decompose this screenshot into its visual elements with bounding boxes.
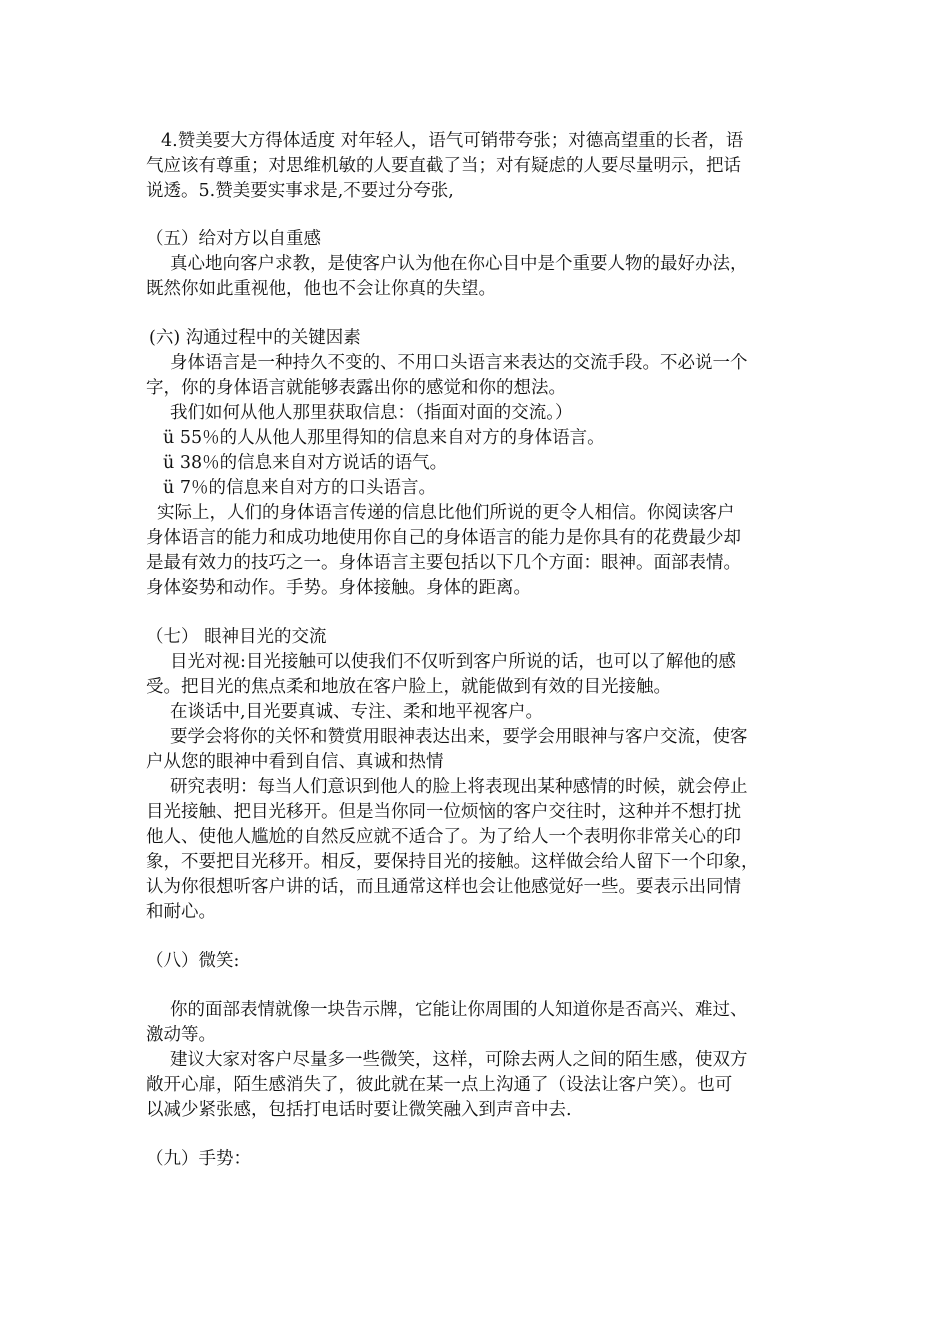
text-line: 要学会将你的关怀和赞赏用眼神表达出来，要学会用眼神与客户交流，使客: [170, 727, 748, 747]
section-heading: （五）给对方以自重感: [146, 229, 321, 249]
text-line: 在谈话中,目光要真诚、专注、柔和地平视客户。: [170, 702, 544, 722]
text-line: 激动等。: [146, 1025, 216, 1045]
text-line: 我们如何从他人那里获取信息：（指面对面的交流。）: [170, 403, 573, 423]
text-line: 敞开心扉，陌生感消失了，彼此就在某一点上沟通了（设法让客户笑）。也可: [146, 1075, 733, 1095]
text-line: 户从您的眼神中看到自信、真诚和热情: [146, 752, 444, 772]
text-line: 字，你的身体语言就能够表露出你的感觉和你的想法。: [146, 378, 566, 398]
text-line: 4.赞美要大方得体适度 对年轻人，语气可销带夸张；对德高望重的长者，语: [161, 131, 744, 151]
text-line: 你的面部表情就像一块告示牌，它能让你周围的人知道你是否高兴、难过、: [170, 1000, 748, 1020]
text-line: 实际上，人们的身体语言传递的信息比他们所说的更令人相信。你阅读客户: [157, 503, 735, 523]
section-heading: （九）手势：: [146, 1149, 251, 1169]
text-line: 身体姿势和动作。手势。身体接触。身体的距离。: [146, 578, 531, 598]
bullet-item: ü 7％的信息来自对方的口头语言。: [163, 478, 436, 498]
text-line: 他人、使他人尴尬的自然反应就不适合了。为了给人一个表明你非常关心的印: [146, 827, 741, 847]
text-line: 气应该有尊重；对思维机敏的人要直截了当；对有疑虑的人要尽量明示，把话: [146, 156, 741, 176]
bullet-item: ü 55％的人从他人那里得知的信息来自对方的身体语言。: [163, 428, 605, 448]
text-line: 建议大家对客户尽量多一些微笑，这样，可除去两人之间的陌生感，使双方: [170, 1050, 748, 1070]
text-line: 身体语言的能力和成功地使用你自己的身体语言的能力是你具有的花费最少却: [146, 528, 741, 548]
text-line: 以减少紧张感，包括打电话时要让微笑融入到声音中去.: [146, 1100, 572, 1120]
text-line: 象，不要把目光移开。相反，要保持目光的接触。这样做会给人留下一个印象，: [146, 852, 759, 872]
text-line: 真心地向客户求教，是使客户认为他在你心目中是个重要人物的最好办法，: [170, 254, 748, 274]
text-line: 认为你很想听客户讲的话，而且通常这样也会让他感觉好一些。要表示出同情: [146, 877, 741, 897]
text-line: 既然你如此重视他，他也不会让你真的失望。: [146, 279, 496, 299]
text-line: 说透。5.赞美要实事求是,不要过分夸张,: [146, 181, 454, 201]
text-line: 身体语言是一种持久不变的、不用口头语言来表达的交流手段。不必说一个: [170, 353, 748, 373]
text-line: 和耐心。: [146, 902, 216, 922]
section-heading: (六) 沟通过程中的关键因素: [149, 328, 361, 348]
bullet-item: ü 38％的信息来自对方说话的语气。: [163, 453, 448, 473]
text-line: 目光对视:目光接触可以使我们不仅听到客户所说的话，也可以了解他的感: [170, 652, 736, 672]
text-line: 受。把目光的焦点柔和地放在客户脸上，就能做到有效的目光接触。: [146, 677, 671, 697]
section-heading: （七） 眼神目光的交流: [146, 627, 327, 647]
text-line: 研究表明：每当人们意识到他人的脸上将表现出某种感情的时候，就会停止: [170, 777, 748, 797]
section-heading: （八）微笑:: [146, 951, 240, 971]
text-line: 是最有效力的技巧之一。身体语言主要包括以下几个方面：眼神。面部表情。: [146, 553, 741, 573]
text-line: 目光接触、把目光移开。但是当你同一位烦恼的客户交往时，这种并不想打扰: [146, 802, 741, 822]
